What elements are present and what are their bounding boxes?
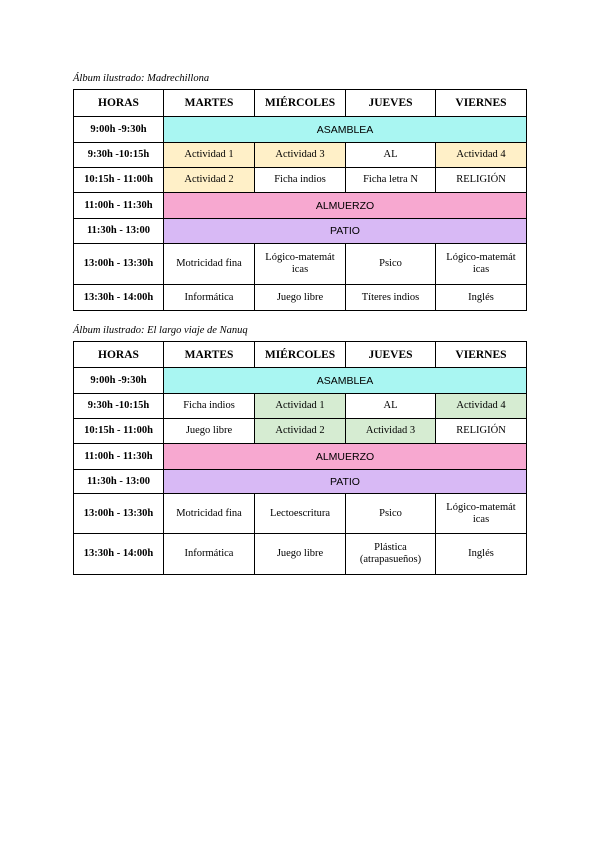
hour-cell: 9:30h -10:15h	[74, 394, 164, 419]
almuerzo-banner: ALMUERZO	[164, 444, 527, 470]
miercoles-cell: Ficha indios	[255, 168, 346, 193]
table-row	[74, 143, 527, 168]
table1-caption: Álbum ilustrado: Madrechillona	[73, 73, 210, 84]
jueves-cell: AL	[346, 143, 436, 168]
jueves-cell: Psico	[346, 494, 436, 534]
viernes-cell: Lógico-matemát icas	[436, 494, 527, 534]
hour-cell: 13:30h - 14:00h	[74, 285, 164, 311]
hour-cell: 13:00h - 13:30h	[74, 244, 164, 285]
martes-cell: Actividad 1	[164, 143, 255, 168]
miercoles-cell: Juego libre	[255, 534, 346, 575]
martes-cell: Ficha indios	[164, 394, 255, 419]
table-row	[74, 444, 527, 470]
hour-cell: 9:00h -9:30h	[74, 368, 164, 394]
hour-cell: 10:15h - 11:00h	[74, 419, 164, 444]
miercoles-cell: Lectoescritura	[255, 494, 346, 534]
schedule-table-madrechillona	[73, 89, 527, 311]
asamblea-banner: ASAMBLEA	[164, 368, 527, 394]
hour-cell: 11:30h - 13:00	[74, 470, 164, 494]
table-row	[74, 494, 527, 534]
martes-cell: Informática	[164, 285, 255, 311]
hour-cell: 9:00h -9:30h	[74, 117, 164, 143]
table-row	[74, 285, 527, 311]
patio-banner: PATIO	[164, 470, 527, 494]
almuerzo-banner: ALMUERZO	[164, 193, 527, 219]
table-row	[74, 419, 527, 444]
miercoles-cell: Actividad 3	[255, 143, 346, 168]
header-horas: HORAS	[74, 90, 164, 117]
jueves-cell: Psico	[346, 244, 436, 285]
table-row	[74, 219, 527, 244]
header-martes: MARTES	[164, 342, 255, 368]
table-row	[74, 168, 527, 193]
jueves-cell: AL	[346, 394, 436, 419]
miercoles-cell: Juego libre	[255, 285, 346, 311]
header-miercoles: MIÉRCOLES	[255, 342, 346, 368]
viernes-cell: Lógico-matemát icas	[436, 244, 527, 285]
table2-caption: Álbum ilustrado: El largo viaje de Nanuq	[73, 325, 248, 336]
asamblea-banner: ASAMBLEA	[164, 117, 527, 143]
schedule-table-nanuq	[73, 341, 527, 575]
table-row	[74, 394, 527, 419]
hour-cell: 11:00h - 11:30h	[74, 444, 164, 470]
jueves-cell: Actividad 3	[346, 419, 436, 444]
header-horas: HORAS	[74, 342, 164, 368]
martes-cell: Informática	[164, 534, 255, 575]
viernes-cell: Actividad 4	[436, 143, 527, 168]
header-martes: MARTES	[164, 90, 255, 117]
header-viernes: VIERNES	[436, 90, 527, 117]
hour-cell: 10:15h - 11:00h	[74, 168, 164, 193]
table-row	[74, 534, 527, 575]
table-row	[74, 193, 527, 219]
header-jueves: JUEVES	[346, 342, 436, 368]
header-row	[74, 342, 527, 368]
header-viernes: VIERNES	[436, 342, 527, 368]
hour-cell: 9:30h -10:15h	[74, 143, 164, 168]
martes-cell: Juego libre	[164, 419, 255, 444]
jueves-cell: Ficha letra N	[346, 168, 436, 193]
jueves-cell: Plástica (atrapasueños)	[346, 534, 436, 575]
table-row	[74, 244, 527, 285]
miercoles-cell: Actividad 1	[255, 394, 346, 419]
martes-cell: Motricidad fina	[164, 244, 255, 285]
martes-cell: Motricidad fina	[164, 494, 255, 534]
viernes-cell: Inglés	[436, 285, 527, 311]
hour-cell: 11:00h - 11:30h	[74, 193, 164, 219]
jueves-cell: Títeres indios	[346, 285, 436, 311]
hour-cell: 13:30h - 14:00h	[74, 534, 164, 575]
table-row	[74, 368, 527, 394]
hour-cell: 11:30h - 13:00	[74, 219, 164, 244]
header-miercoles: MIÉRCOLES	[255, 90, 346, 117]
viernes-cell: Inglés	[436, 534, 527, 575]
miercoles-cell: Actividad 2	[255, 419, 346, 444]
header-jueves: JUEVES	[346, 90, 436, 117]
hour-cell: 13:00h - 13:30h	[74, 494, 164, 534]
viernes-cell: Actividad 4	[436, 394, 527, 419]
viernes-cell: RELIGIÓN	[436, 419, 527, 444]
miercoles-cell: Lógico-matemát icas	[255, 244, 346, 285]
patio-banner: PATIO	[164, 219, 527, 244]
table-row	[74, 470, 527, 494]
header-row	[74, 90, 527, 117]
viernes-cell: RELIGIÓN	[436, 168, 527, 193]
martes-cell: Actividad 2	[164, 168, 255, 193]
table-row	[74, 117, 527, 143]
